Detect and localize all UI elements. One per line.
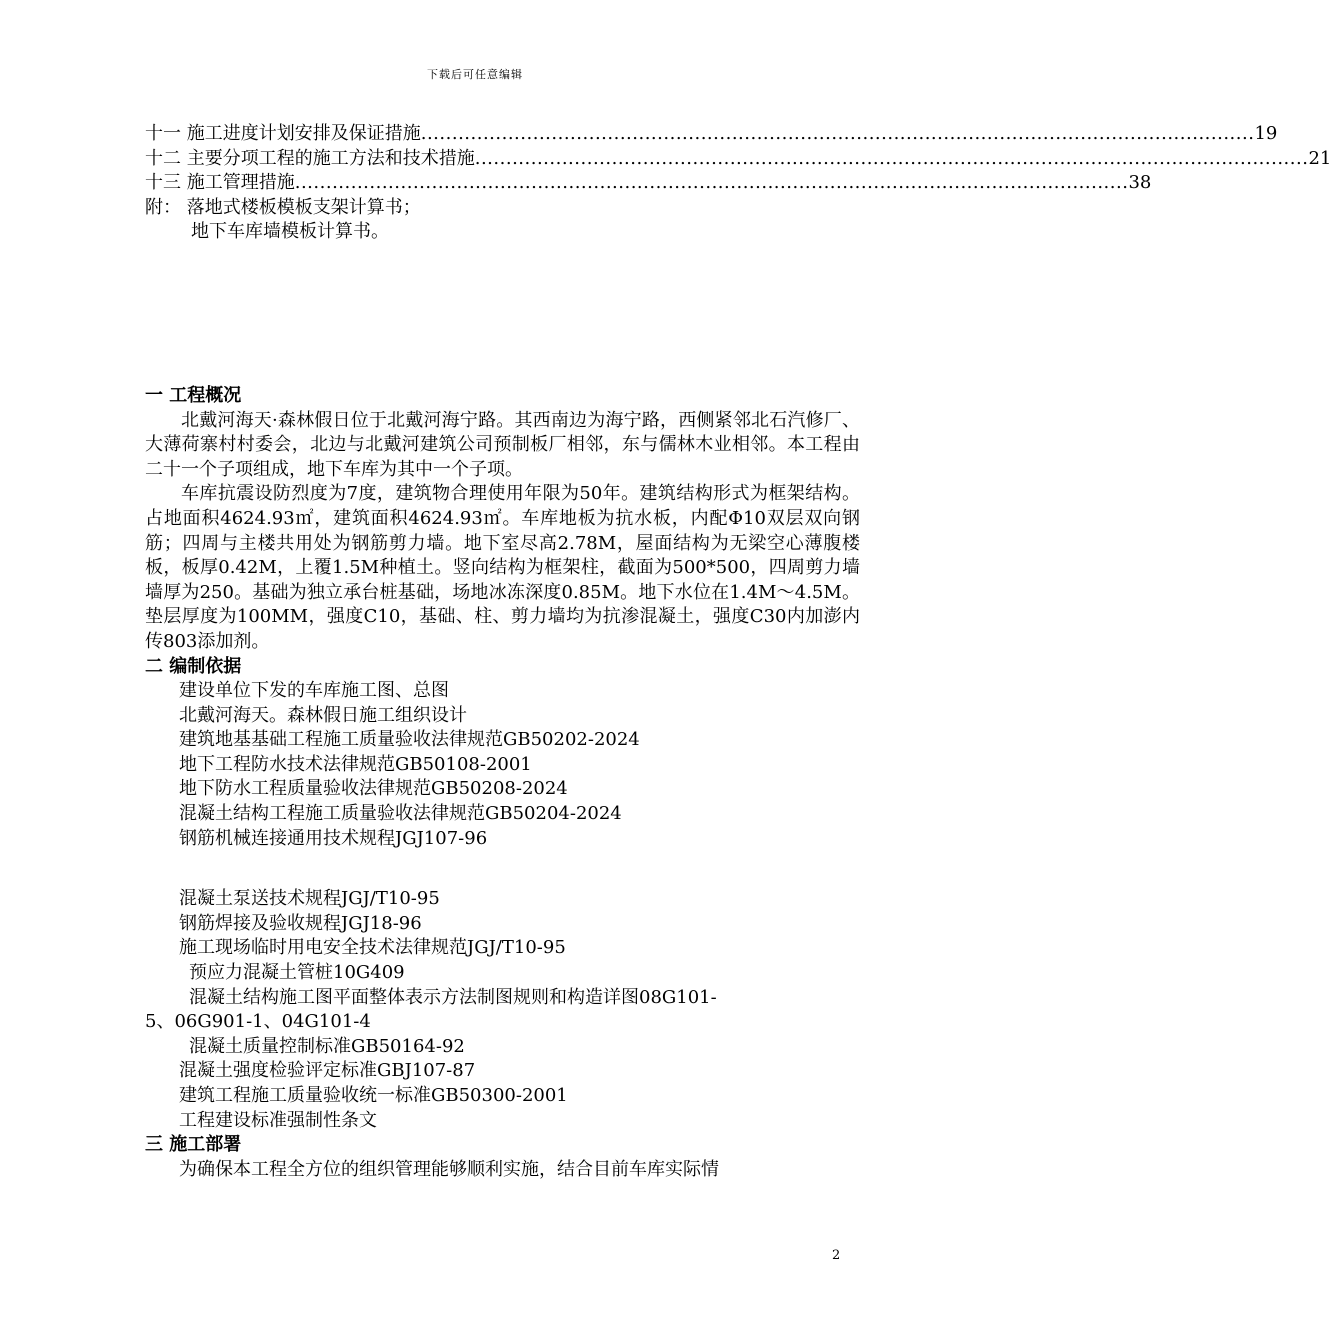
- toc-entry[interactable]: [145, 122, 1278, 147]
- reference-item: 混凝土强度检验评定标准GBJ107-87: [179, 1060, 476, 1082]
- reference-item: 预应力混凝土管桩10G409: [189, 962, 405, 984]
- toc-label: 十三 施工管理措施: [145, 172, 295, 194]
- header-note: 下载后可任意编辑: [427, 68, 523, 81]
- toc-label: 十二 主要分项工程的施工方法和技术措施: [145, 147, 475, 169]
- reference-item: 钢筋机械连接通用技术规程JGJ107-96: [179, 827, 488, 849]
- toc-leader: ......................................................................................................................................: [474, 147, 1309, 169]
- toc-page: 38: [1128, 172, 1152, 194]
- toc-leader: ......................................................................................................................................: [294, 172, 1129, 194]
- reference-item: 混凝土泵送技术规程JGJ/T10-95: [179, 888, 440, 910]
- appendix-label: 附： 落地式楼板模板支架计算书；: [145, 196, 421, 218]
- section-heading: 一 工程概况: [145, 384, 242, 406]
- reference-item: 北戴河海天。森林假日施工组织设计: [179, 704, 467, 726]
- reference-item: 施工现场临时用电安全技术法律规范JGJ/T10-95: [179, 937, 566, 959]
- section-heading: 二 编制依据: [145, 655, 242, 677]
- reference-item: 建筑地基基础工程施工质量验收法律规范GB50202-2024: [179, 729, 640, 751]
- body-paragraph: 北戴河海天·森林假日位于北戴河海宁路。其西南边为海宁路，西侧紧邻北石汽修厂、大薄荷寨村村委会，北边与北戴河建筑公司预制板厂相邻，东与儒林木业相邻。本工程由二十一个子项组成，地下车库为其中一个子项。: [145, 409, 860, 480]
- toc-entry[interactable]: [145, 171, 1152, 196]
- body-paragraph: 为确保本工程全方位的组织管理能够顺利实施，结合目前车库实际情: [179, 1158, 719, 1180]
- toc-leader: ......................................................................................................................................: [420, 123, 1255, 144]
- page-number: 2: [832, 1248, 841, 1263]
- appendix-second: 地下车库墙模板计算书。: [191, 221, 389, 243]
- spacer: [145, 851, 860, 887]
- reference-item: 钢筋焊接及验收规程JGJ18-96: [179, 912, 422, 934]
- toc-page: 19: [1254, 123, 1278, 144]
- document-body: [145, 122, 1331, 1182]
- spacer: [145, 245, 860, 384]
- reference-item: 地下防水工程质量验收法律规范GB50208-2024: [179, 778, 568, 800]
- reference-item: 混凝土结构施工图平面整体表示方法制图规则和构造详图08G101-: [189, 986, 717, 1008]
- body-paragraph: 车库抗震设防烈度为7度，建筑物合理使用年限为50年。建筑结构形式为框架结构。占地面积4624.93㎡，建筑面积4624.93㎡。车库地板为抗水板，内配Φ10双层双向钢筋；四周与主楼共用处为钢筋剪力墙。地下室尽高2.78M，屋面结构为无梁空心薄腹楼板，板厚0.42M，上覆1.5M种植土。竖向结构为框架柱，截面为500*500，四周剪力墙墙厚为250。基础为独立承台桩基础，场地冰冻深度0.85M。地下水位在1.4M～4.5M。垫层厚度为100MM，强度C10，基础、柱、剪力墙均为抗渗混凝土，强度C30内加澎内传803添加剂。: [145, 483, 860, 652]
- reference-item: 地下工程防水技术法律规范GB50108-2001: [179, 753, 532, 775]
- toc-page: 21: [1308, 147, 1331, 169]
- reference-item: 建筑工程施工质量验收统一标准GB50300-2001: [179, 1085, 568, 1106]
- reference-item: 混凝土结构工程施工质量验收法律规范GB50204-2024: [179, 803, 622, 825]
- toc-label: 十一 施工进度计划安排及保证措施: [145, 123, 421, 144]
- section-heading: 三 施工部署: [145, 1134, 242, 1156]
- reference-item-continued: 5、06G901-1、04G101-4: [145, 1011, 371, 1033]
- toc-entry[interactable]: [145, 147, 1331, 172]
- reference-item: 建设单位下发的车库施工图、总图: [179, 680, 449, 702]
- reference-item: 混凝土质量控制标准GB50164-92: [189, 1035, 465, 1057]
- reference-item: 工程建设标准强制性条文: [179, 1109, 377, 1131]
